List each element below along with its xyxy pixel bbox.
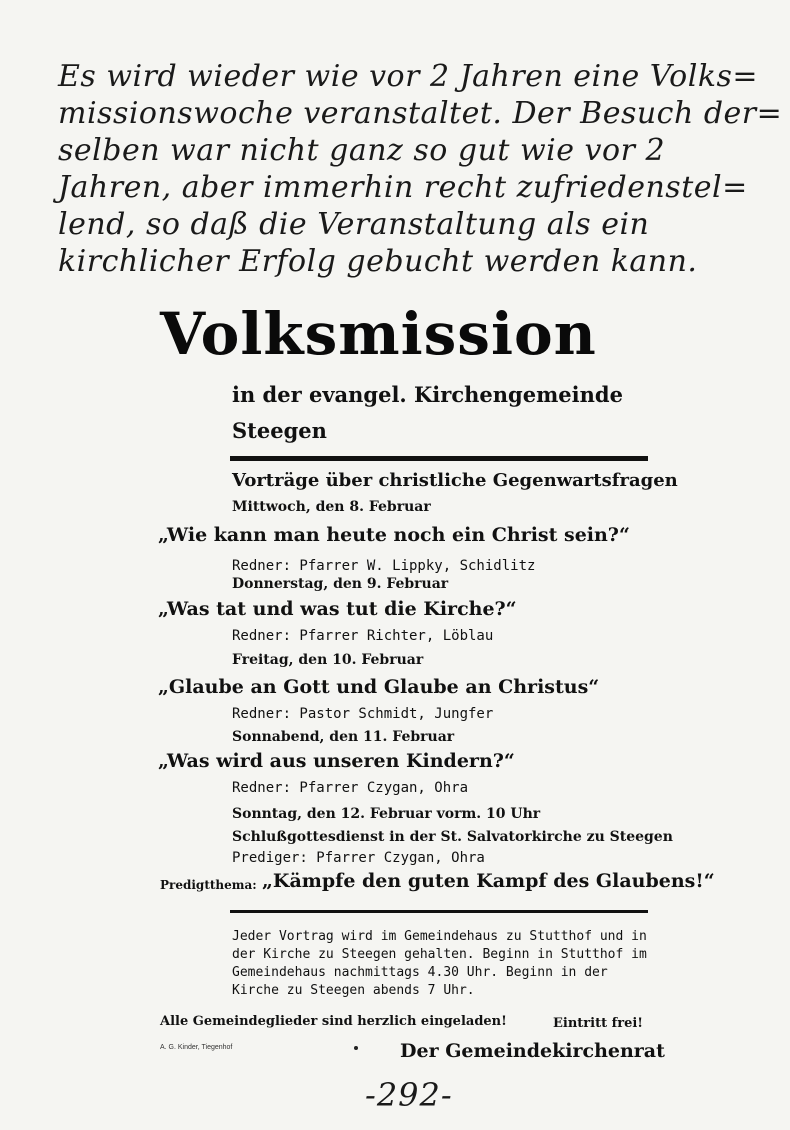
handwritten-line: selben war nicht ganz so gut wie vor 2 bbox=[58, 133, 666, 168]
event-speaker: Redner: Pastor Schmidt, Jungfer bbox=[232, 706, 494, 722]
closing-service-location: Schlußgottesdienst in der St. Salvatorkirche zu Steegen bbox=[232, 829, 673, 845]
venue-info-line: Jeder Vortrag wird im Gemeindehaus zu Stutthof und in bbox=[232, 929, 647, 944]
event-speaker: Redner: Pfarrer W. Lippky, Schidlitz bbox=[232, 558, 536, 574]
poster-title: Volksmission bbox=[160, 300, 597, 368]
page-number: -292- bbox=[365, 1076, 453, 1114]
handwritten-line: Jahren, aber immerhin recht zufriedenstel= bbox=[58, 170, 748, 205]
event-date: Freitag, den 10. Februar bbox=[232, 652, 424, 668]
event-speaker: Redner: Pfarrer Richter, Löblau bbox=[232, 628, 494, 644]
divider bbox=[230, 456, 648, 461]
signature-council: Der Gemeindekirchenrat bbox=[400, 1040, 665, 1062]
poster-location: Steegen bbox=[232, 418, 327, 443]
event-title: „Was wird aus unseren Kindern?“ bbox=[158, 750, 515, 772]
event-date: Mittwoch, den 8. Februar bbox=[232, 499, 431, 515]
handwritten-line: lend, so daß die Veranstaltung als ein bbox=[58, 207, 650, 242]
handwritten-note bbox=[58, 58, 783, 280]
handwritten-line: Es wird wieder wie vor 2 Jahren eine Volks= bbox=[58, 59, 759, 94]
venue-info-line: der Kirche zu Steegen gehalten. Beginn in Stutthof im bbox=[232, 947, 647, 962]
venue-info bbox=[232, 928, 652, 1000]
handwritten-line: missionswoche veranstaltet. Der Besuch der= bbox=[58, 96, 783, 131]
invitation-text: Alle Gemeindeglieder sind herzlich eingeladen! bbox=[160, 1014, 507, 1029]
event-date: Donnerstag, den 9. Februar bbox=[232, 576, 449, 592]
printer-imprint: A. G. Kinder, Tiegenhof bbox=[160, 1044, 233, 1051]
event-date: Sonnabend, den 11. Februar bbox=[232, 729, 455, 745]
venue-info-line: Gemeindehaus nachmittags 4.30 Uhr. Beginn in der bbox=[232, 965, 608, 980]
handwritten-line: kirchlicher Erfolg gebucht werden kann. bbox=[58, 244, 698, 279]
event-title: „Glaube an Gott und Glaube an Christus“ bbox=[158, 676, 600, 698]
poster-subtitle: in der evangel. Kirchengemeinde bbox=[232, 382, 623, 407]
venue-info-line: Kirche zu Steegen abends 7 Uhr. bbox=[232, 983, 475, 998]
sermon-title: „Kämpfe den guten Kampf des Glaubens!“ bbox=[262, 870, 715, 892]
event-title: „Was tat und was tut die Kirche?“ bbox=[158, 598, 517, 620]
closing-service-preacher: Prediger: Pfarrer Czygan, Ohra bbox=[232, 850, 485, 866]
lecture-series-heading: Vorträge über christliche Gegenwartsfragen bbox=[232, 470, 678, 491]
sermon-label: Predigtthema: bbox=[160, 878, 257, 892]
closing-service-date: Sonntag, den 12. Februar vorm. 10 Uhr bbox=[232, 806, 541, 822]
divider bbox=[230, 910, 648, 913]
event-title: „Wie kann man heute noch ein Christ sein?“ bbox=[158, 524, 630, 546]
event-speaker: Redner: Pfarrer Czygan, Ohra bbox=[232, 780, 469, 796]
admission-text: Eintritt frei! bbox=[553, 1016, 643, 1031]
ink-dot bbox=[354, 1046, 358, 1050]
